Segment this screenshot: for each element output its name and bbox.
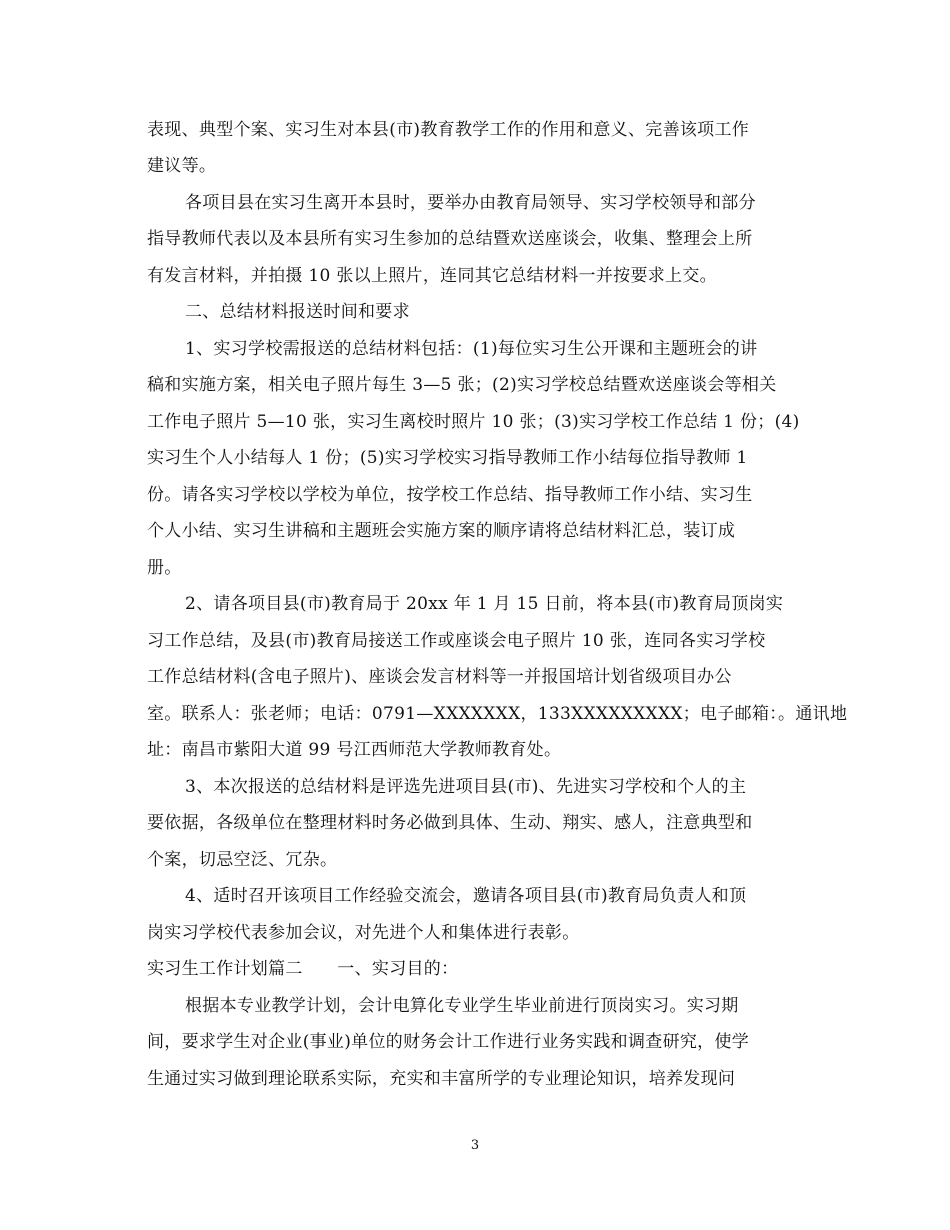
paragraph-line: 室。联系人：张老师；电话：0791—XXXXXXX，133XXXXXXXXX；电子邮箱：。通讯地	[147, 704, 848, 724]
paragraph-line: 间，要求学生对企业(事业)单位的财务会计工作进行业务实践和调查研究，使学	[147, 1032, 750, 1052]
paragraph-line: 个人小结、实习生讲稿和主题班会实施方案的顺序请将总结材料汇总，装订成	[147, 521, 736, 541]
paragraph-line: 要依据，各级单位在整理材料时务必做到具体、生动、翔实、感人，注意典型和	[147, 813, 753, 833]
paragraph-line: 实习生个人小结每人 1 份；(5)实习学校实习指导教师工作小结每位指导教师 1	[147, 448, 748, 468]
paragraph-line: 有发言材料，并拍摄 10 张以上照片，连同其它总结材料一并按要求上交。	[147, 266, 717, 286]
section-heading: 二、总结材料报送时间和要求	[185, 302, 410, 322]
section-heading: 实习生工作计划篇二 一、实习目的：	[147, 959, 459, 979]
paragraph-line: 个案，切忌空泛、冗杂。	[147, 850, 338, 870]
paragraph-line: 建议等。	[147, 156, 217, 176]
paragraph-line: 根据本专业教学计划，会计电算化专业学生毕业前进行顶岗实习。实习期	[185, 996, 739, 1016]
paragraph-line: 生通过实习做到理论联系实际，充实和丰富所学的专业理论知识，培养发现问	[147, 1069, 736, 1089]
paragraph-line: 册。	[147, 558, 182, 578]
paragraph-line: 3、本次报送的总结材料是评选先进项目县(市)、先进实习学校和个人的主	[185, 777, 747, 797]
paragraph-line: 稿和实施方案，相关电子照片每生 3—5 张；(2)实习学校总结暨欢送座谈会等相关	[147, 375, 777, 395]
paragraph-line: 2、请各项目县(市)教育局于 20xx 年 1 月 15 日前，将本县(市)教育局顶岗实	[185, 594, 784, 614]
paragraph-line: 各项目县在实习生离开本县时，要举办由教育局领导、实习学校领导和部分	[185, 193, 756, 213]
paragraph-line: 工作电子照片 5—10 张，实习生离校时照片 10 张；(3)实习学校工作总结 1 份；(4)	[147, 412, 800, 432]
paragraph-line: 习工作总结，及县(市)教育局接送工作或座谈会电子照片 10 张，连同各实习学校	[147, 631, 766, 651]
paragraph-line: 1、实习学校需报送的总结材料包括：(1)每位实习生公开课和主题班会的讲	[185, 339, 758, 359]
paragraph-line: 址：南昌市紫阳大道 99 号江西师范大学教师教育处。	[147, 740, 562, 760]
paragraph-line: 工作总结材料(含电子照片)、座谈会发言材料等一并报国培计划省级项目办公	[147, 667, 732, 687]
paragraph-line: 岗实习学校代表参加会议，对先进个人和集体进行表彰。	[147, 923, 580, 943]
paragraph-line: 份。请各实习学校以学校为单位，按学校工作总结、指导教师工作小结、实习生	[147, 485, 753, 505]
paragraph-line: 指导教师代表以及本县所有实习生参加的总结暨欢送座谈会，收集、整理会上所	[147, 229, 753, 249]
page-number: 3	[470, 1138, 480, 1153]
paragraph-line: 表现、典型个案、实习生对本县(市)教育教学工作的作用和意义、完善该项工作	[147, 120, 750, 140]
paragraph-line: 4、适时召开该项目工作经验交流会，邀请各项目县(市)教育局负责人和顶	[185, 886, 747, 906]
